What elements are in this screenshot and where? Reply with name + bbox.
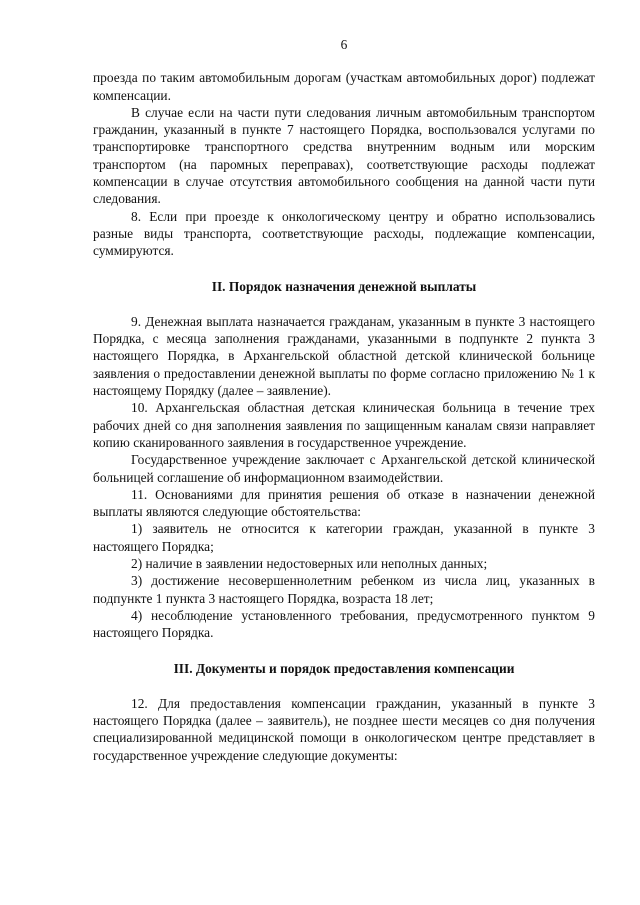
page-number: 6: [340, 37, 348, 52]
paragraph-continuation: проезда по таким автомобильным дорогам (участкам автомобильных дорог) подлежат компенсации.: [93, 70, 595, 103]
paragraph-item-8: 8. Если при проезде к онкологическому центру и обратно использовались разные виды транспорта, соответствующие расходы, подлежащие компенсации, суммируются.: [93, 208, 595, 259]
paragraph-agreement: Государственное учреждение заключает с Архангельской детской клинической больницей соглашение об информационном взаимодействии.: [93, 452, 595, 485]
list-item-3: 3) достижение несовершеннолетним ребенком из числа лиц, указанных в подпункте 1 пункта 3 настоящего Порядка, возраста 18 лет;: [93, 573, 595, 606]
list-item-1: 1) заявитель не относится к категории граждан, указанной в пункте 3 настоящего Порядка;: [93, 521, 595, 554]
paragraph-item-12: 12. Для предоставления компенсации гражданин, указанный в пункте 3 настоящего Порядка (далее – заявитель), не позднее шести месяцев со дня получения специализированной медицинской помощи в онкологическом центре представляет в государственное учреждение следующие документы:: [93, 695, 595, 763]
section-3-heading: III. Документы и порядок предоставления компенсации: [173, 660, 515, 676]
document-page: [93, 36, 595, 764]
section-2-heading: II. Порядок назначения денежной выплаты: [211, 278, 477, 294]
paragraph-ferry-crossing: В случае если на части пути следования личным автомобильным транспортом гражданин, указанный в пункте 7 настоящего Порядка, воспользовался услугами по транспортировке транспортного средства внутренним водным или морским транспортом (на паромных переправах), соответствующие расходы подлежат компенсации в случае отсутствия автомобильного сообщения на данной части пути следования.: [93, 104, 595, 207]
list-item-4: 4) несоблюдение установленного требования, предусмотренного пунктом 9 настоящего Порядка.: [93, 607, 595, 641]
paragraph-item-10: 10. Архангельская областная детская клиническая больница в течение трех рабочих дней со дня заполнения заявления по защищенным каналам связи направляет копию сканированного заявления в государственное учреждение.: [93, 400, 595, 450]
paragraph-item-11: 11. Основаниями для принятия решения об отказе в назначении денежной выплаты являются следующие обстоятельства:: [93, 486, 595, 520]
paragraph-item-9: 9. Денежная выплата назначается гражданам, указанным в пункте 3 настоящего Порядка, с месяца заполнения гражданами, указанными в подпункте 2 пункта 3 настоящего Порядка, в Архангельской областной детской клинической больнице заявления о предоставлении денежной выплаты по форме согласно приложению № 1 к настоящему Порядку (далее – заявление).: [93, 313, 595, 399]
list-item-2: 2) наличие в заявлении недостоверных или неполных данных;: [131, 556, 488, 572]
